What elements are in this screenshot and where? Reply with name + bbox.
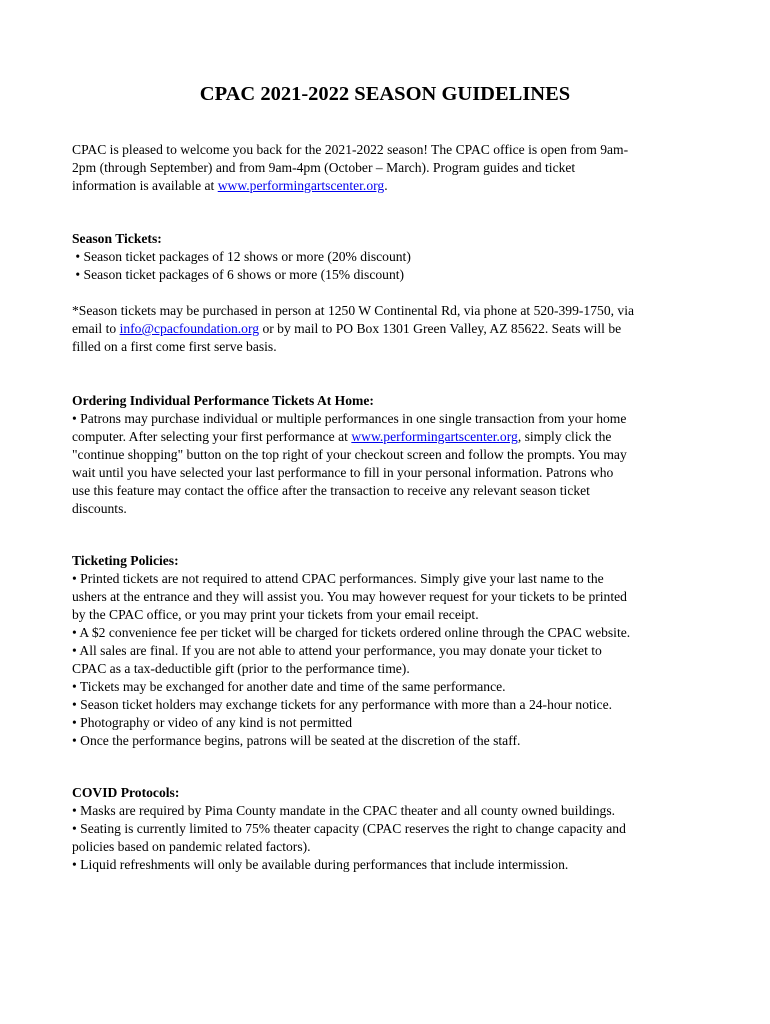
note-line: *Season tickets may be purchased in person at 1250 W Continental Rd, via phone at 520-399-1750, via — [72, 303, 635, 318]
ticketing-policies-section — [72, 552, 708, 750]
intro-line: information is available at www.performingartscenter.org. — [72, 178, 388, 193]
list-item: • Tickets may be exchanged for another date and time of the same performance. — [72, 679, 506, 694]
list-item: • Printed tickets are not required to attend CPAC performances. Simply give your last name to the — [72, 571, 604, 586]
list-item: by the CPAC office, or you may print your tickets from your email receipt. — [72, 607, 479, 622]
list-item: • Once the performance begins, patrons will be seated at the discretion of the staff. — [72, 733, 521, 748]
list-item: policies based on pandemic related factors). — [72, 839, 311, 854]
paragraph-line: • Patrons may purchase individual or multiple performances in one single transaction from your home — [72, 411, 627, 426]
season-tickets-note — [72, 302, 708, 356]
list-item: • Season ticket holders may exchange tickets for any performance with more than a 24-hour notice. — [72, 697, 613, 712]
page-title: CPAC 2021-2022 SEASON GUIDELINES — [199, 83, 571, 105]
list-item: • Season ticket packages of 12 shows or more (20% discount) — [72, 249, 411, 264]
email-link[interactable]: info@cpacfoundation.org — [119, 321, 260, 336]
list-item: • Season ticket packages of 6 shows or more (15% discount) — [72, 267, 405, 282]
section-heading: Ticketing Policies: — [72, 553, 179, 568]
list-item: • Seating is currently limited to 75% theater capacity (CPAC reserves the right to change capacity and — [72, 821, 626, 836]
paragraph-line: wait until you have selected your last performance to fill in your personal information. Patrons who — [72, 465, 614, 480]
intro-paragraph — [72, 141, 708, 195]
list-item: • Liquid refreshments will only be available during performances that include intermission. — [72, 857, 569, 872]
covid-protocols-section — [72, 784, 708, 874]
paragraph-line: use this feature may contact the office after the transaction to receive any relevant season ticket — [72, 483, 590, 498]
list-item: • All sales are final. If you are not able to attend your performance, you may donate your ticket to — [72, 643, 602, 658]
ordering-section — [72, 392, 708, 518]
note-line: email to info@cpacfoundation.org or by mail to PO Box 1301 Green Valley, AZ 85622. Seats will be — [72, 321, 622, 336]
paragraph-line: "continue shopping" button on the top right of your checkout screen and follow the prompts. You may — [72, 447, 627, 462]
list-item: CPAC as a tax-deductible gift (prior to the performance time). — [72, 661, 410, 676]
intro-line: 2pm (through September) and from 9am-4pm (October – March). Program guides and ticket — [72, 160, 576, 175]
website-link[interactable]: www.performingartscenter.org — [351, 429, 518, 444]
list-item: ushers at the entrance and they will assist you. You may however request for your tickets to be printed — [72, 589, 627, 604]
section-heading: Ordering Individual Performance Tickets At Home: — [72, 393, 374, 408]
list-item: • Photography or video of any kind is not permitted — [72, 715, 352, 730]
paragraph-line: discounts. — [72, 501, 127, 516]
paragraph-line: computer. After selecting your first performance at www.performingartscenter.org, simply click the — [72, 429, 612, 444]
website-link[interactable]: www.performingartscenter.org — [217, 178, 385, 193]
intro-line: CPAC is pleased to welcome you back for the 2021-2022 season! The CPAC office is open from 9am- — [72, 142, 629, 157]
note-line: filled on a first come first serve basis. — [72, 339, 277, 354]
list-item: • Masks are required by Pima County mandate in the CPAC theater and all county owned buildings. — [72, 803, 616, 818]
section-heading: Season Tickets: — [72, 231, 162, 246]
section-heading: COVID Protocols: — [72, 785, 180, 800]
list-item: • A $2 convenience fee per ticket will be charged for tickets ordered online through the CPAC website. — [72, 625, 631, 640]
season-tickets-section — [72, 230, 708, 284]
